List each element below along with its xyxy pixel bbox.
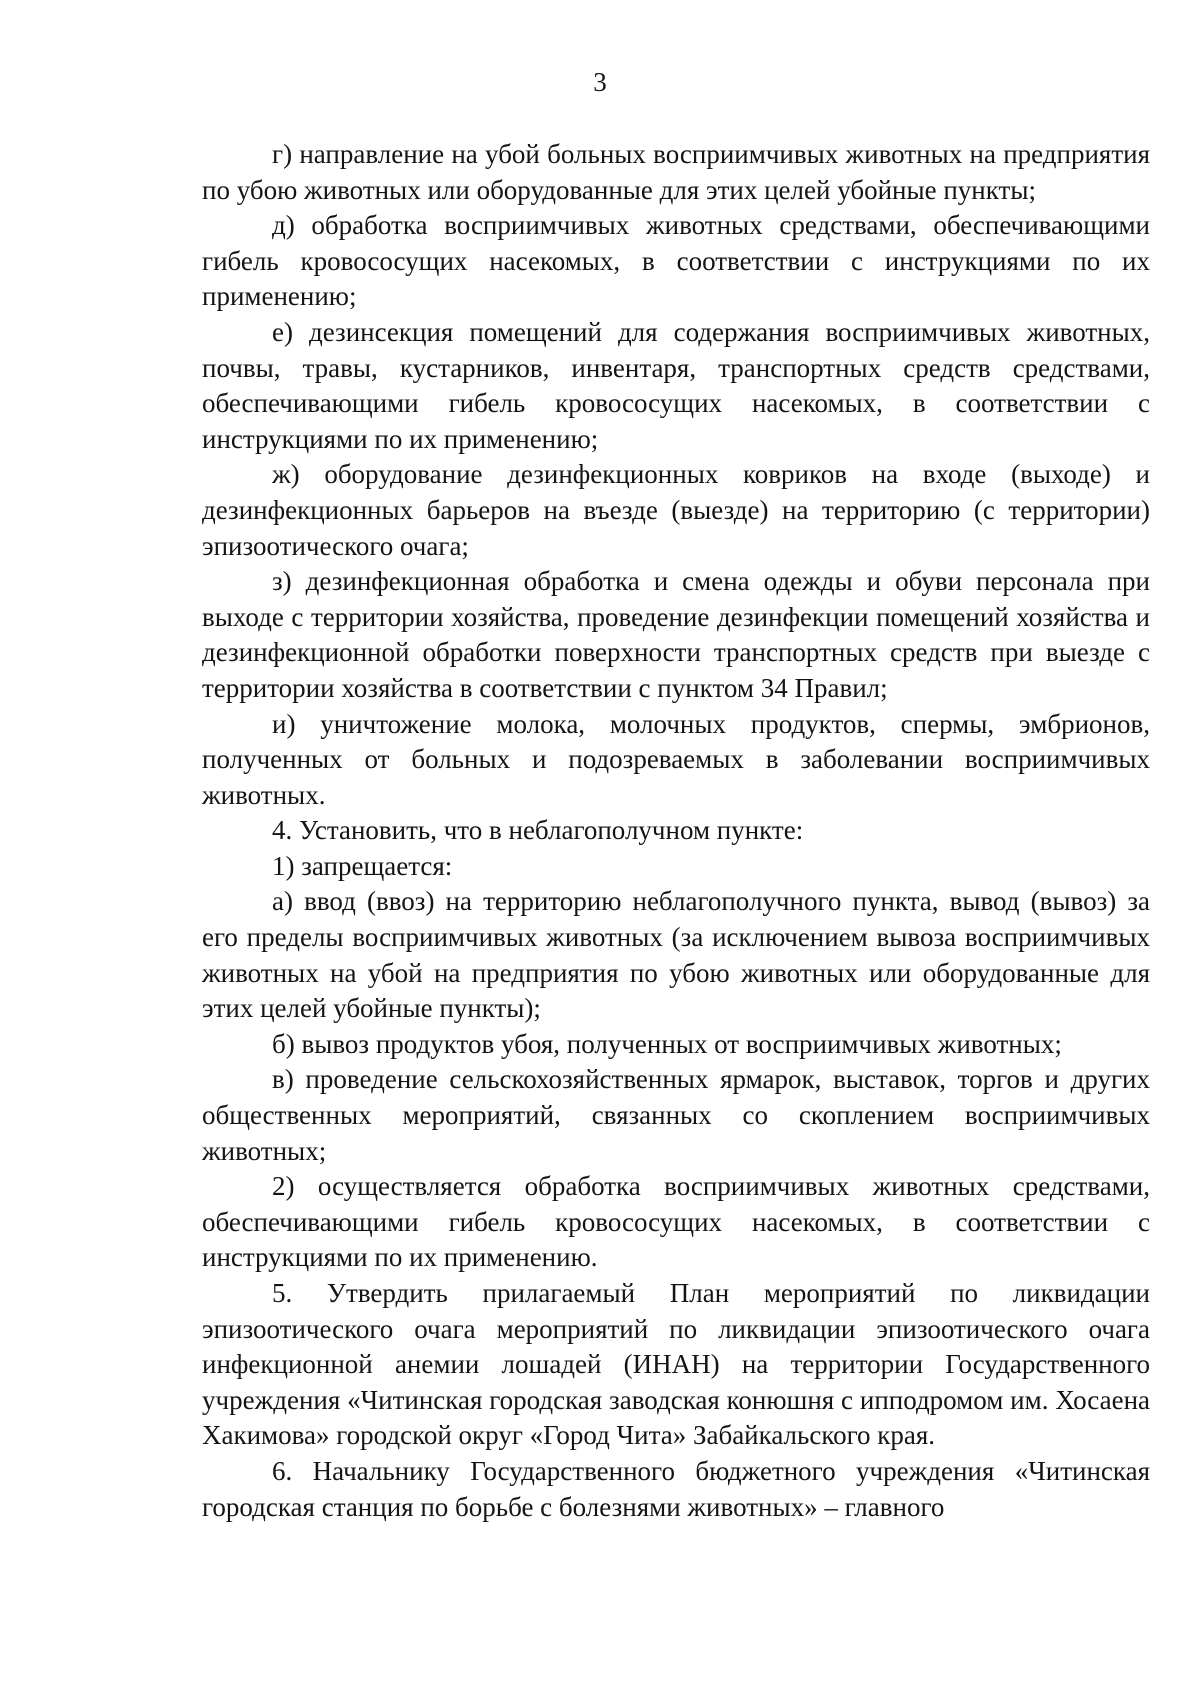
paragraph-item-4-1: 1) запрещается: <box>272 850 453 881</box>
paragraph-i: и) уничтожение молока, молочных продуктов, спермы, эмбрионов, полученных от больных и подозреваемых в заболевании восприимчивых животных. <box>202 708 1150 810</box>
paragraph-item-4-2: 2) осуществляется обработка восприимчивых животных средствами, обеспечивающими гибель кровососущих насекомых, в соответствии с инструкциями по их применению. <box>202 1171 1150 1273</box>
paragraph-z: з) дезинфекционная обработка и смена одежды и обуви персонала при выходе с территории хозяйства, проведение дезинфекции помещений хозяйства и дезинфекционной обработки поверхности транспортных средств при выезде с территории хозяйства в соответствии с пунктом 34 Правил; <box>202 566 1150 703</box>
paragraph-item-5: 5. Утвердить прилагаемый План мероприятий по ликвидации эпизоотического очага мероприятий по ликвидации эпизоотического очага инфекционной анемии лошадей (ИНАН) на территории Государственного учреждения «Читинская городская заводская конюшня с ипподромом им. Хосаена Хакимова» городской округ «Город Чита» Забайкальского края. <box>202 1278 1150 1451</box>
page-number: 3 <box>593 67 607 97</box>
paragraph-item-6: 6. Начальнику Государственного бюджетного учреждения «Читинская городская станция по борьбе с болезнями животных» – главного <box>202 1455 1150 1522</box>
paragraph-item-4-1-v: в) проведение сельскохозяйственных ярмарок, выставок, торгов и других общественных мероприятий, связанных со скоплением восприимчивых животных; <box>202 1064 1150 1166</box>
paragraph-e: е) дезинсекция помещений для содержания восприимчивых животных, почвы, травы, кустарников, инвентаря, транспортных средств средствами, обеспечивающими гибель кровососущих насекомых, в соответствии с инструкциями по их применению; <box>202 316 1150 454</box>
paragraph-item-4-1-b: б) вывоз продуктов убоя, полученных от восприимчивых животных; <box>272 1028 1062 1059</box>
paragraph-item-4-1-a: а) ввод (ввоз) на территорию неблагополучного пункта, вывод (вывоз) за его пределы восприимчивых животных (за исключением вывоза восприимчивых животных на убой на предприятия по убою животных или оборудованные для этих целей убойные пункты); <box>202 886 1150 1024</box>
paragraph-item-4: 4. Установить, что в неблагополучном пункте: <box>272 815 804 846</box>
paragraph-zh: ж) оборудование дезинфекционных ковриков на входе (выходе) и дезинфекционных барьеров на въезде (выезде) на территорию (с территории) эпизоотического очага; <box>202 459 1150 561</box>
paragraph-g: г) направление на убой больных восприимчивых животных на предприятия по убою животных или оборудованные для этих целей убойные пункты; <box>202 139 1150 205</box>
document-body <box>202 137 1150 1525</box>
paragraph-d: д) обработка восприимчивых животных средствами, обеспечивающими гибель кровососущих насекомых, в соответствии с инструкциями по их применению; <box>202 210 1150 312</box>
